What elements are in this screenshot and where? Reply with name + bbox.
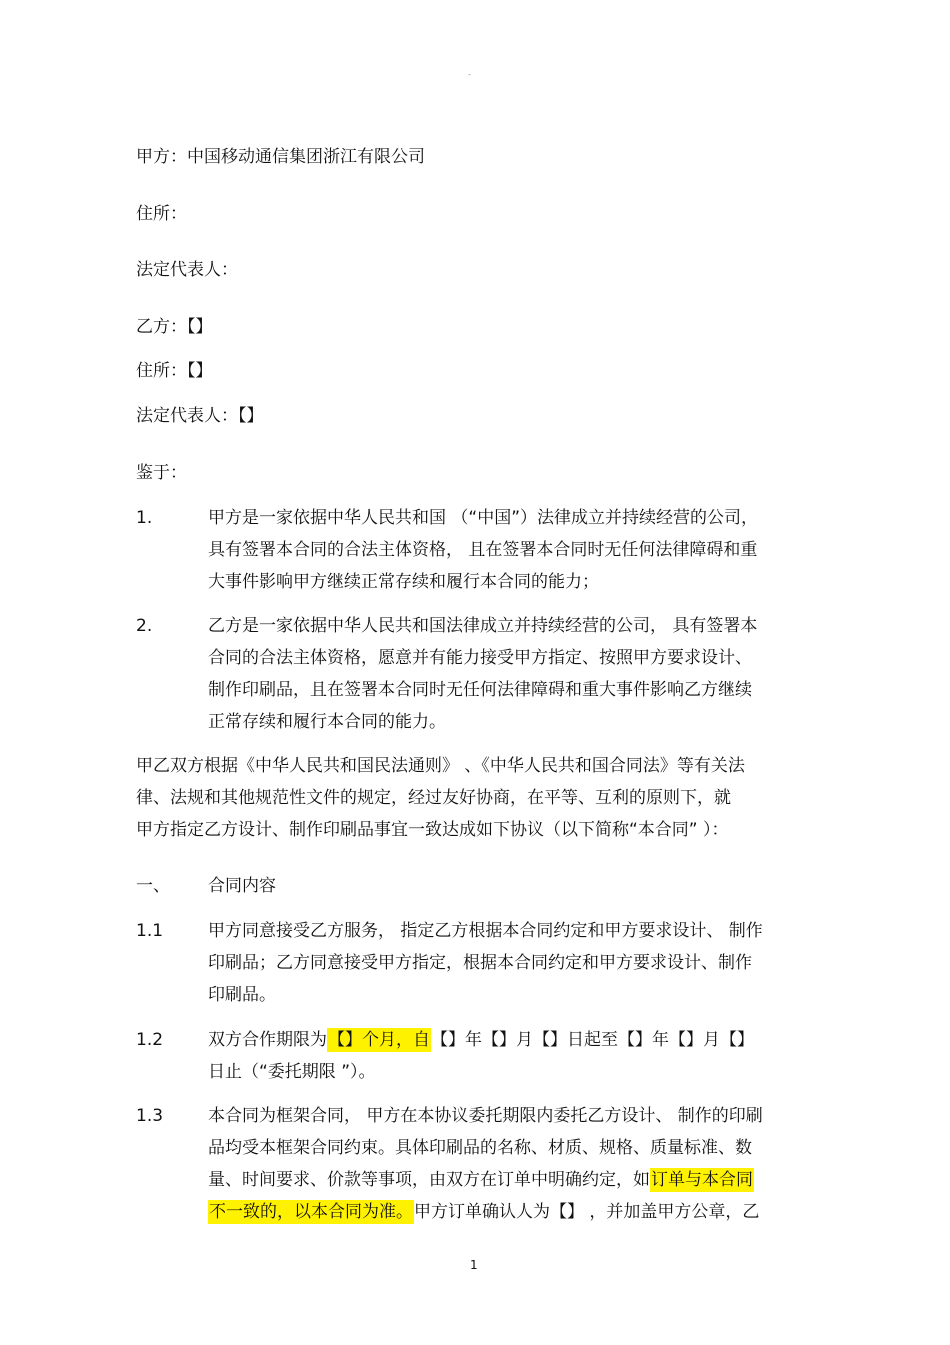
text-segment: 双方合作期限为	[208, 1030, 327, 1050]
section-number: 一、	[136, 876, 170, 896]
text-line: 印刷品。	[208, 985, 276, 1005]
text-line: 律、法规和其他规范性文件的规定，经过友好协商，在平等、互利的原则下，就	[136, 788, 731, 808]
whereas-item-text	[208, 610, 757, 738]
text-line: 制作印刷品，且在签署本合同时无任何法律障碍和重大事件影响乙方继续	[208, 680, 752, 700]
text-line: 品均受本框架合同约束。具体印刷品的名称、材质、规格、质量标准、数	[208, 1138, 752, 1158]
clause-text	[208, 1024, 754, 1088]
text-line: 印刷品；乙方同意接受甲方指定，根据本合同约定和甲方要求设计、制作	[208, 953, 752, 973]
text-segment: 量、时间要求、价款等事项，由双方在订单中明确约定，如	[208, 1170, 650, 1190]
text-segment: 【】年【】月【】日起至【】年【】月【】	[431, 1030, 754, 1050]
highlighted-text: 订单与本合同	[651, 1170, 753, 1190]
clause-number: 1.2	[136, 1030, 164, 1050]
text-line: 本合同为框架合同， 甲方在本协议委托期限内委托乙方设计、 制作的印刷	[208, 1106, 763, 1126]
text-line: 甲乙双方根据《中华人民共和国民法通则》 、《中华人民共和国合同法》等有关法	[136, 756, 745, 776]
clause-text	[208, 915, 763, 1011]
party-b-name: 乙方：【】	[136, 317, 213, 337]
whereas-title: 鉴于：	[136, 463, 187, 483]
highlighted-text: 不一致的，以本合同为准。	[209, 1202, 413, 1222]
party-a-name: 甲方：中国移动通信集团浙江有限公司	[136, 147, 425, 167]
text-line: 合同的合法主体资格，愿意并有能力接受甲方指定、按照甲方要求设计、	[208, 648, 752, 668]
text-line: 具有签署本合同的合法主体资格， 且在签署本合同时无任何法律障碍和重	[208, 540, 758, 560]
text-line: 甲方是一家依据中华人民共和国 （“中国”）法律成立并持续经营的公司，	[208, 508, 759, 528]
text-line: 日止（“委托期限 ”）。	[208, 1062, 376, 1082]
text-line: 乙方是一家依据中华人民共和国法律成立并持续经营的公司， 具有签署本	[208, 616, 758, 636]
text-segment: 甲方订单确认人为【】 ，并加盖甲方公章，乙	[414, 1202, 760, 1222]
text-line	[208, 1024, 754, 1056]
whereas-item-text	[208, 502, 758, 598]
whereas-item-number: 1.	[136, 508, 153, 528]
section-title: 合同内容	[208, 876, 276, 896]
header-mark: -	[468, 70, 471, 79]
party-a-address: 住所：	[136, 204, 187, 224]
text-line: 大事件影响甲方继续正常存续和履行本合同的能力；	[208, 572, 599, 592]
preamble-paragraph	[136, 750, 745, 846]
clause-number: 1.1	[136, 921, 164, 941]
highlighted-text: 【】个月，自	[328, 1030, 430, 1050]
text-line: 甲方同意接受乙方服务， 指定乙方根据本合同约定和甲方要求设计、 制作	[208, 921, 763, 941]
text-line: 甲方指定乙方设计、制作印刷品事宜一致达成如下协议（以下简称“本合同” ）：	[136, 820, 729, 840]
party-a-representative: 法定代表人：	[136, 260, 238, 280]
whereas-item-number: 2.	[136, 616, 153, 636]
text-line	[208, 1164, 763, 1196]
party-b-address: 住所：【】	[136, 361, 213, 381]
text-line	[208, 1196, 763, 1228]
page-number: 1	[470, 1258, 478, 1272]
party-b-representative: 法定代表人：【】	[136, 406, 264, 426]
clause-number: 1.3	[136, 1106, 164, 1126]
text-line: 正常存续和履行本合同的能力。	[208, 712, 446, 732]
clause-text	[208, 1100, 763, 1228]
